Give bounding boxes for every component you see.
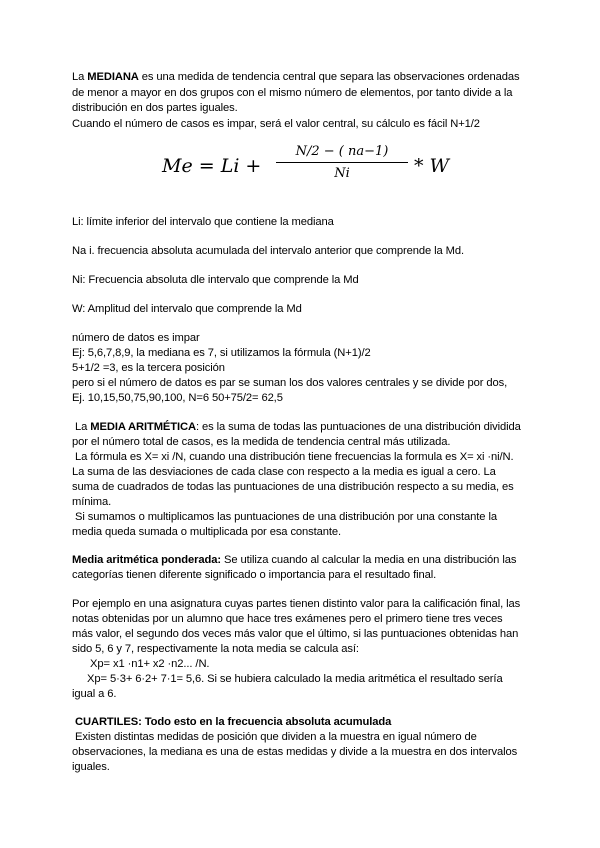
example-line: 5+1/2 =3, es la tercera posición bbox=[72, 362, 225, 374]
media-line: mínima. bbox=[72, 496, 112, 508]
cuartiles-heading: CUARTILES: Todo esto en la frecuencia absoluta acumulada bbox=[72, 716, 392, 728]
definition-w: W: Amplitud del intervalo que comprende la Md bbox=[72, 303, 302, 315]
media-line: media queda sumada o multiplicada por esa constante. bbox=[72, 526, 342, 538]
fraction-bar bbox=[276, 162, 408, 163]
formula-numerator: N/2 − ( na−1) bbox=[295, 144, 389, 159]
example-line: Ej: 5,6,7,8,9, la mediana es 7, si utilizamos la fórmula (N+1)/2 bbox=[72, 347, 371, 359]
ejemplo-line: igual a 6. bbox=[72, 688, 117, 700]
definition-nai: Na i. frecuencia absoluta acumulada del intervalo anterior que comprende la Md. bbox=[72, 245, 464, 257]
media-line: La suma de las desviaciones de cada clase con respecto a la media es igual a cero. La bbox=[72, 466, 496, 478]
mediana-line-1 bbox=[72, 70, 519, 85]
formula-lhs: Me = Li + bbox=[162, 155, 262, 177]
cuartiles-line: Existen distintas medidas de posición que dividen a la muestra en igual número de bbox=[72, 731, 477, 743]
media-line-1 bbox=[72, 420, 521, 435]
text: Se utiliza cuando al calcular la media en una distribución las bbox=[221, 554, 517, 566]
ejemplo-line: notas obtenidas por un alumno que hace tres exámenes pero el primero tiene tres veces bbox=[72, 613, 503, 625]
ponderada-term: Media aritmética ponderada: bbox=[72, 554, 221, 566]
definition-ni: Ni: Frecuencia absoluta dle intervalo que comprende la Md bbox=[72, 274, 359, 286]
example-line: número de datos es impar bbox=[72, 332, 200, 344]
formula-rhs: * W bbox=[414, 155, 450, 177]
text: es una medida de tendencia central que separa las observaciones ordenadas bbox=[138, 71, 520, 83]
mediana-term: MEDIANA bbox=[87, 71, 139, 83]
text: : es la suma de todas las puntuaciones de una distribución dividida bbox=[195, 421, 521, 433]
example-line: pero si el número de datos es par se suman los dos valores centrales y se divide por dos, bbox=[72, 377, 508, 389]
definition-li: Li: límite inferior del intervalo que contiene la mediana bbox=[72, 216, 334, 228]
example-line: Ej. 10,15,50,75,90,100, N=6 50+75/2= 62,5 bbox=[72, 392, 283, 404]
mediana-line-2: de menor a mayor en dos grupos con el mismo número de elementos, por tanto divide a la bbox=[72, 87, 513, 99]
ejemplo-line: Por ejemplo en una asignatura cuyas partes tienen distinto valor para la calificación final, las bbox=[72, 598, 521, 610]
media-line: suma de cuadrados de todas las puntuaciones de una distribución respecto a su media, es bbox=[72, 481, 514, 493]
mediana-line-3: distribución en dos partes iguales. bbox=[72, 102, 238, 114]
ejemplo-line: más valor, el segundo dos veces más valor que el último, si las puntuaciones obtenidas han bbox=[72, 628, 519, 640]
ponderada-line-1 bbox=[72, 553, 516, 568]
formula-fraction bbox=[276, 143, 408, 183]
ejemplo-formula-line: Xp= x1 ·n1+ x2 ·n2... /N. bbox=[72, 658, 210, 670]
media-line: La fórmula es X= xi /N, cuando una distribución tiene frecuencias la formula es X= xi ·ni/N. bbox=[72, 451, 514, 463]
ponderada-line-2: categorías tienen diferente significado o importancia para el resultado final. bbox=[72, 569, 437, 581]
media-line: por el número total de casos, es la medida de tendencia central más utilizada. bbox=[72, 436, 451, 448]
text: La bbox=[72, 421, 91, 433]
ejemplo-line: sido 5, 6 y 7, respectivamente la nota media se calcula así: bbox=[72, 643, 359, 655]
formula-denominator: Ni bbox=[334, 166, 350, 181]
cuartiles-line: iguales. bbox=[72, 761, 110, 773]
media-term: MEDIA ARITMÉTICA bbox=[90, 421, 196, 433]
media-line: Si sumamos o multiplicamos las puntuaciones de una distribución por una constante la bbox=[72, 511, 497, 523]
ejemplo-line: Xp= 5·3+ 6·2+ 7·1= 5,6. Si se hubiera calculado la media aritmética el resultado sería bbox=[72, 673, 503, 685]
text: La bbox=[72, 71, 88, 83]
mediana-line-4: Cuando el número de casos es impar, será el valor central, su cálculo es fácil N+1/2 bbox=[72, 118, 480, 130]
median-formula bbox=[162, 143, 452, 191]
cuartiles-line: observaciones, la mediana es una de estas medidas y divide a la muestra en dos intervalos bbox=[72, 746, 518, 758]
